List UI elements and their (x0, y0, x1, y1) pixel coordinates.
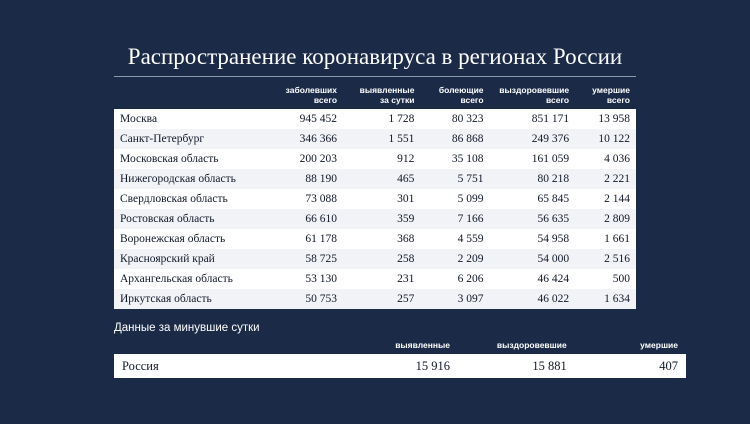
table-row (114, 129, 636, 149)
cell-day: 359 (343, 209, 420, 229)
cell-recovered: 54 000 (490, 249, 576, 269)
cell-sick: 7 166 (420, 209, 489, 229)
cell-region: Воронежская область (114, 229, 267, 249)
cell-total: 58 725 (267, 249, 343, 269)
cell-region: Ростовская область (114, 209, 267, 229)
cell-region: Иркутская область (114, 289, 267, 309)
table-row (114, 149, 636, 169)
col-header-recovered: выздоровевшие (496, 340, 567, 350)
cell-day: 912 (343, 149, 420, 169)
cell-sick: 4 559 (420, 229, 489, 249)
cell-sick: 5 751 (420, 169, 489, 189)
cell-country: Россия (114, 354, 344, 378)
cell-dead: 2 809 (575, 209, 636, 229)
cell-dead: 2 221 (575, 169, 636, 189)
cell-total: 346 366 (267, 129, 343, 149)
cell-recovered: 80 218 (490, 169, 576, 189)
cell-sick: 86 868 (420, 129, 489, 149)
cell-sick: 80 323 (420, 109, 489, 129)
page-title: Распространение коронавируса в регионах России (114, 42, 636, 77)
table-header-row (114, 340, 686, 354)
table-row (114, 269, 636, 289)
col-header-country (114, 340, 344, 354)
country-table-head (114, 340, 686, 354)
cell-recovered: 46 424 (490, 269, 576, 289)
cell-dead: 13 958 (575, 109, 636, 129)
col-header-active: болеющие всего (438, 85, 484, 105)
table-row (114, 209, 636, 229)
col-header-detected: выявленные (395, 340, 451, 350)
cell-day: 257 (343, 289, 420, 309)
table-row (114, 229, 636, 249)
regions-table-body (114, 109, 636, 309)
cell-dead: 407 (575, 354, 686, 378)
cell-day: 1 728 (343, 109, 420, 129)
cell-region: Архангельская область (114, 269, 267, 289)
cell-detected: 15 916 (344, 354, 458, 378)
cell-recovered: 56 635 (490, 209, 576, 229)
cell-recovered: 851 171 (490, 109, 576, 129)
cell-dead: 500 (575, 269, 636, 289)
cell-dead: 4 036 (575, 149, 636, 169)
regions-table (114, 85, 636, 309)
table-row (114, 354, 686, 378)
cell-total: 50 753 (267, 289, 343, 309)
cell-recovered: 54 958 (490, 229, 576, 249)
cell-total: 945 452 (267, 109, 343, 129)
col-header-recovered: выздоровевшие всего (499, 85, 570, 105)
cell-region: Свердловская область (114, 189, 267, 209)
cell-day: 301 (343, 189, 420, 209)
col-header-total: заболевших всего (285, 85, 338, 105)
cell-total: 73 088 (267, 189, 343, 209)
cell-total: 66 610 (267, 209, 343, 229)
cell-recovered: 46 022 (490, 289, 576, 309)
cell-sick: 35 108 (420, 149, 489, 169)
regions-table-head (114, 85, 636, 109)
cell-recovered: 161 059 (490, 149, 576, 169)
cell-recovered: 65 845 (490, 189, 576, 209)
cell-total: 53 130 (267, 269, 343, 289)
cell-dead: 1 634 (575, 289, 636, 309)
cell-day: 465 (343, 169, 420, 189)
cell-region: Санкт-Петербург (114, 129, 267, 149)
cell-dead: 2 144 (575, 189, 636, 209)
cell-dead: 10 122 (575, 129, 636, 149)
cell-region: Нижегородская область (114, 169, 267, 189)
col-header-per-day: выявленные за сутки (359, 85, 415, 105)
cell-region: Красноярский край (114, 249, 267, 269)
table-row (114, 109, 636, 129)
cell-total: 61 178 (267, 229, 343, 249)
cell-day: 231 (343, 269, 420, 289)
table-row (114, 189, 636, 209)
table-row (114, 289, 636, 309)
cell-day: 368 (343, 229, 420, 249)
cell-sick: 3 097 (420, 289, 489, 309)
table-row (114, 249, 636, 269)
section-subtitle: Данные за минувшие сутки (114, 322, 260, 334)
cell-sick: 2 209 (420, 249, 489, 269)
cell-sick: 6 206 (420, 269, 489, 289)
cell-day: 258 (343, 249, 420, 269)
cell-sick: 5 099 (420, 189, 489, 209)
cell-region: Москва (114, 109, 267, 129)
cell-total: 88 190 (267, 169, 343, 189)
col-header-dead: умершие (640, 340, 678, 350)
table-header-row (114, 85, 636, 109)
col-header-region (114, 85, 267, 109)
cell-day: 1 551 (343, 129, 420, 149)
table-row (114, 169, 636, 189)
cell-dead: 1 661 (575, 229, 636, 249)
cell-region: Московская область (114, 149, 267, 169)
cell-recovered: 15 881 (458, 354, 575, 378)
cell-total: 200 203 (267, 149, 343, 169)
cell-dead: 2 516 (575, 249, 636, 269)
country-table-body (114, 354, 686, 378)
col-header-dead: умершие всего (592, 85, 630, 105)
country-summary-table (114, 340, 686, 378)
cell-recovered: 249 376 (490, 129, 576, 149)
